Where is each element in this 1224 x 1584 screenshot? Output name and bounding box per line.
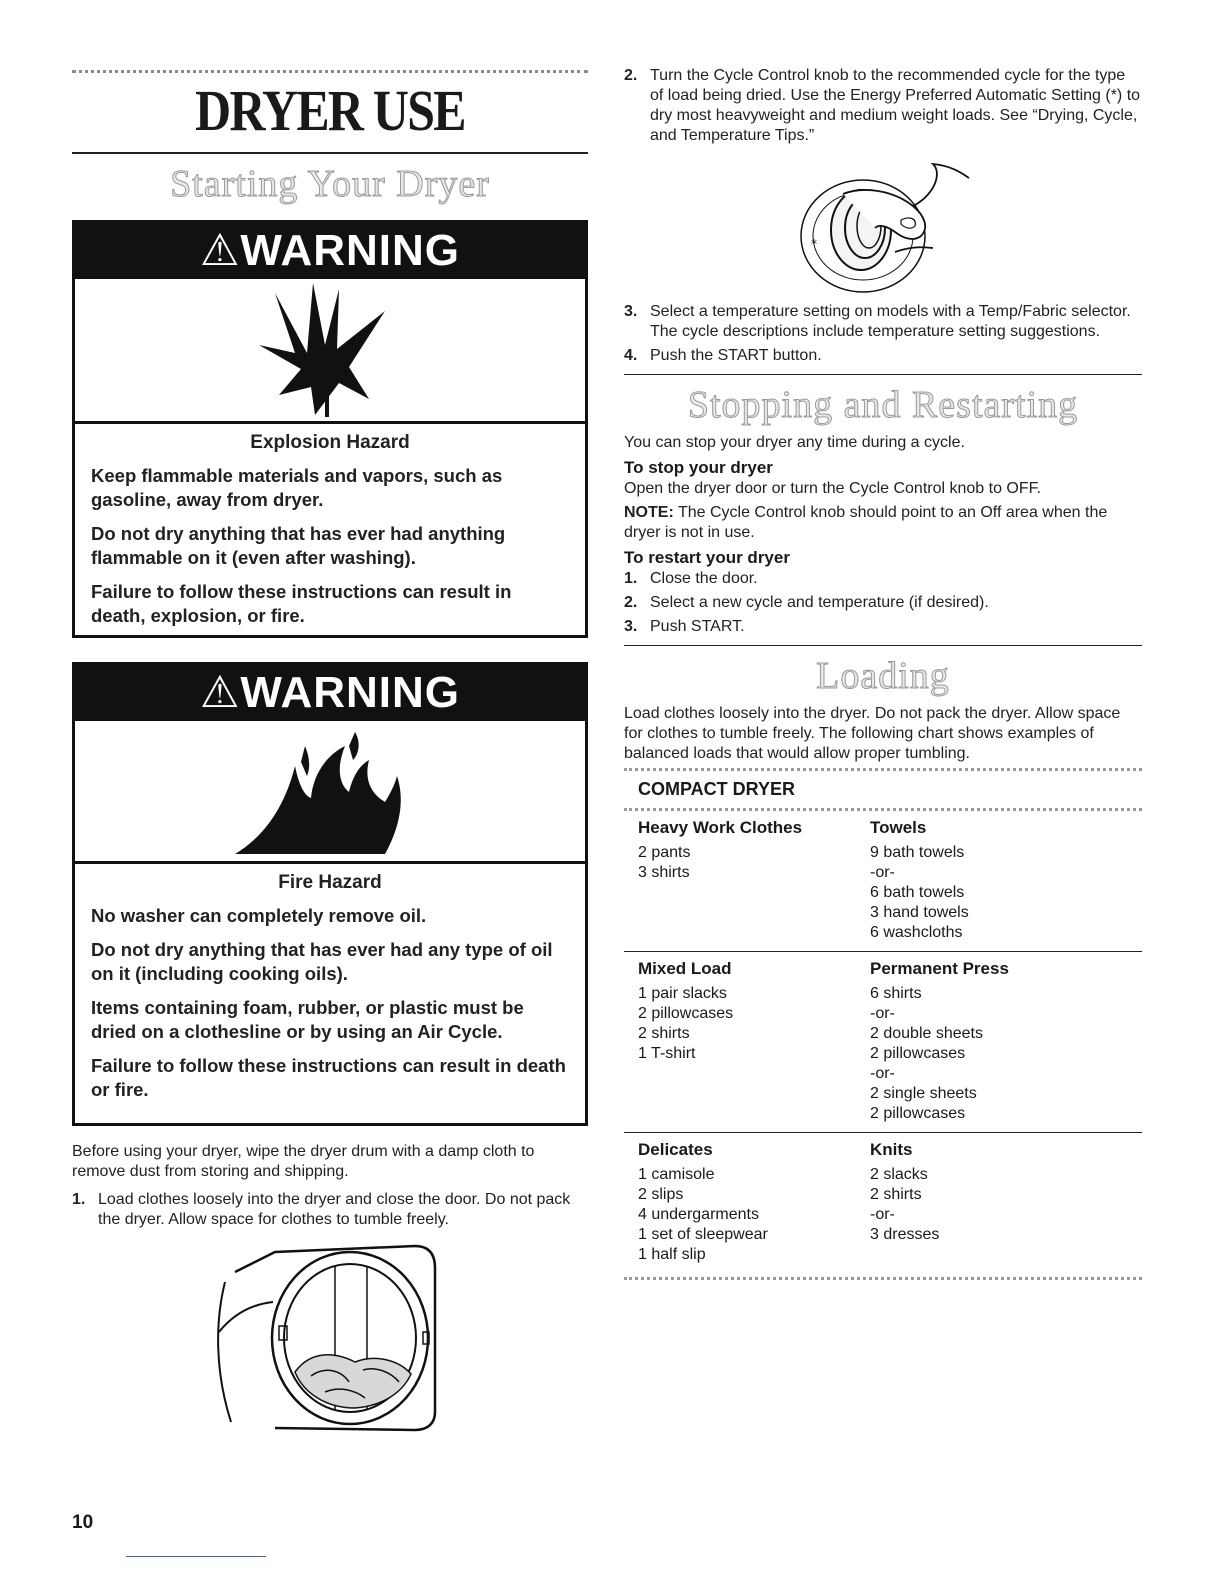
stopping-intro: You can stop your dryer any time during a cycle.	[624, 433, 965, 451]
explosion-pictogram	[75, 279, 585, 424]
explosion-icon	[255, 283, 405, 417]
chart-row	[624, 952, 1142, 1132]
step-text: Push the START button.	[650, 347, 822, 364]
step-text: Turn the Cycle Control knob to the recommended cycle for the type of load being dried. Use the Energy Preferred Automatic Setting (*) to dry most heavyweight and medium weight loads. See “Drying, Cycle, and Temperature Tips.”	[650, 67, 1141, 144]
load-item: 3 dresses	[870, 1225, 940, 1243]
load-item: -or-	[870, 1064, 895, 1082]
load-item: 1 set of sleepwear	[638, 1225, 768, 1243]
step-number: 3.	[624, 617, 638, 635]
load-type-title: Mixed Load	[638, 958, 732, 978]
stop-text: Open the dryer door or turn the Cycle Control knob to OFF.	[624, 479, 1042, 497]
warning-line: Failure to follow these instructions can result in death, explosion, or fire.	[91, 580, 512, 626]
load-item: 6 bath towels	[870, 883, 965, 901]
section-rule	[624, 645, 1142, 646]
chart-cell	[870, 1139, 1142, 1265]
page-number: 10	[72, 1512, 94, 1533]
load-item: 2 double sheets	[870, 1024, 983, 1042]
hazard-title: Explosion Hazard	[250, 431, 410, 453]
step-number: 3.	[624, 303, 638, 320]
load-item: 2 single sheets	[870, 1084, 977, 1102]
step-item	[624, 346, 1142, 366]
chart-cell	[870, 958, 1142, 1124]
load-item: 1 T-shirt	[638, 1044, 696, 1062]
restart-step	[624, 593, 1142, 613]
warning-line: Keep flammable materials and vapors, such as gasoline, away from dryer.	[91, 464, 503, 510]
section-heading-stopping: Stopping and Restarting	[687, 384, 1079, 426]
load-type-title: Heavy Work Clothes	[638, 817, 803, 837]
section-rule	[624, 374, 1142, 375]
warning-line: No washer can completely remove oil.	[91, 904, 427, 926]
step-number: 1.	[72, 1190, 86, 1208]
load-item: 3 shirts	[638, 863, 690, 881]
step-text: Close the door.	[650, 569, 758, 587]
load-item: 1 camisole	[638, 1165, 715, 1183]
chart-cell	[638, 958, 870, 1124]
intro-paragraph: Before using your dryer, wipe the dryer drum with a damp cloth to remove dust from storing and shipping.	[72, 1142, 535, 1180]
section-heading-starting: Starting Your Dryer	[170, 162, 490, 205]
warning-banner: ⚠WARNING	[75, 665, 585, 721]
step-item	[72, 1190, 588, 1230]
fire-pictogram	[75, 721, 585, 864]
load-item: 2 pillowcases	[870, 1044, 966, 1062]
load-item: 2 slacks	[870, 1165, 928, 1183]
load-item: 2 pants	[638, 843, 691, 861]
load-item: 4 undergarments	[638, 1205, 759, 1223]
load-item: 6 shirts	[870, 984, 922, 1002]
load-item: 2 pillowcases	[870, 1104, 966, 1122]
section-heading-loading: Loading	[816, 654, 950, 697]
load-item: 2 shirts	[638, 1024, 690, 1042]
restart-step	[624, 617, 1142, 637]
load-chart	[624, 768, 1142, 1280]
load-item: -or-	[870, 863, 895, 881]
load-type-title: Delicates	[638, 1139, 713, 1159]
svg-text:*: *	[811, 237, 817, 251]
load-item: 6 washcloths	[870, 923, 963, 941]
loading-intro: Load clothes loosely into the dryer. Do not pack the dryer. Allow space for clothes to tumble freely. The following chart shows examples of balanced loads that would allow proper tumbling.	[624, 704, 1121, 762]
step-number: 4.	[624, 347, 638, 364]
restart-heading: To restart your dryer	[624, 547, 790, 567]
explosion-warning-box	[72, 220, 588, 638]
dryer-door-icon	[215, 1242, 445, 1432]
title-bottom-rule	[72, 152, 588, 154]
step-number: 1.	[624, 569, 638, 587]
load-item: 2 pillowcases	[638, 1004, 734, 1022]
page-title: DRYER USE	[195, 78, 465, 143]
chart-row	[624, 811, 1142, 951]
load-item: -or-	[870, 1004, 895, 1022]
step-item	[624, 302, 1142, 342]
load-item: -or-	[870, 1205, 895, 1223]
note-paragraph	[624, 503, 1142, 543]
load-item: 2 slips	[638, 1185, 684, 1203]
step-text: Select a new cycle and temperature (if desired).	[650, 593, 989, 611]
hazard-title: Fire Hazard	[278, 871, 382, 893]
stop-heading: To stop your dryer	[624, 457, 773, 477]
load-item: 1 pair slacks	[638, 984, 727, 1002]
load-item: 9 bath towels	[870, 843, 965, 861]
load-type-title: Towels	[870, 817, 927, 837]
chart-row	[624, 1133, 1142, 1273]
cycle-knob-illustration	[624, 156, 1142, 296]
title-top-rule	[72, 70, 588, 73]
load-type-title: Knits	[870, 1139, 913, 1159]
warning-line: Items containing foam, rubber, or plastic must be dried on a clothesline or by using an Air Cycle.	[91, 996, 524, 1042]
load-item: 1 half slip	[638, 1245, 706, 1263]
warning-line: Do not dry anything that has ever had anything flammable on it (even after washing).	[91, 522, 506, 568]
warning-line: Do not dry anything that has ever had any type of oil on it (including cooking oils).	[91, 938, 553, 984]
chart-cell	[870, 817, 1142, 943]
step-number: 2.	[624, 67, 638, 84]
flame-icon	[235, 726, 425, 856]
explosion-warning-text	[75, 424, 585, 652]
load-type-title: Permanent Press	[870, 958, 1009, 978]
step-item	[624, 66, 1142, 146]
left-column	[72, 70, 588, 1432]
chart-cell	[638, 817, 870, 943]
restart-step	[624, 569, 1142, 589]
warning-banner: ⚠WARNING	[75, 223, 585, 279]
step-text: Push START.	[650, 617, 745, 635]
dryer-drum-illustration	[72, 1242, 588, 1432]
load-item: 2 shirts	[870, 1185, 922, 1203]
step-text: Select a temperature setting on models with a Temp/Fabric selector. The cycle descriptions include temperature setting suggestions.	[650, 303, 1131, 340]
footer-link-underline	[126, 1556, 266, 1557]
note-label: NOTE:	[624, 503, 674, 521]
right-column	[624, 66, 1142, 1280]
step-number: 2.	[624, 593, 638, 611]
chart-title: COMPACT DRYER	[638, 778, 795, 799]
step-text: Load clothes loosely into the dryer and close the door. Do not pack the dryer. Allow space for clothes to tumble freely.	[98, 1190, 571, 1228]
control-knob-icon	[783, 156, 983, 296]
chart-cell	[638, 1139, 870, 1265]
load-item: 3 hand towels	[870, 903, 969, 921]
chart-bottom-rule	[624, 1277, 1142, 1280]
note-text: The Cycle Control knob should point to an Off area when the dryer is not in use.	[624, 503, 1108, 541]
fire-warning-box	[72, 662, 588, 1126]
warning-line: Failure to follow these instructions can result in death or fire.	[91, 1054, 566, 1100]
fire-warning-text	[75, 864, 585, 1126]
